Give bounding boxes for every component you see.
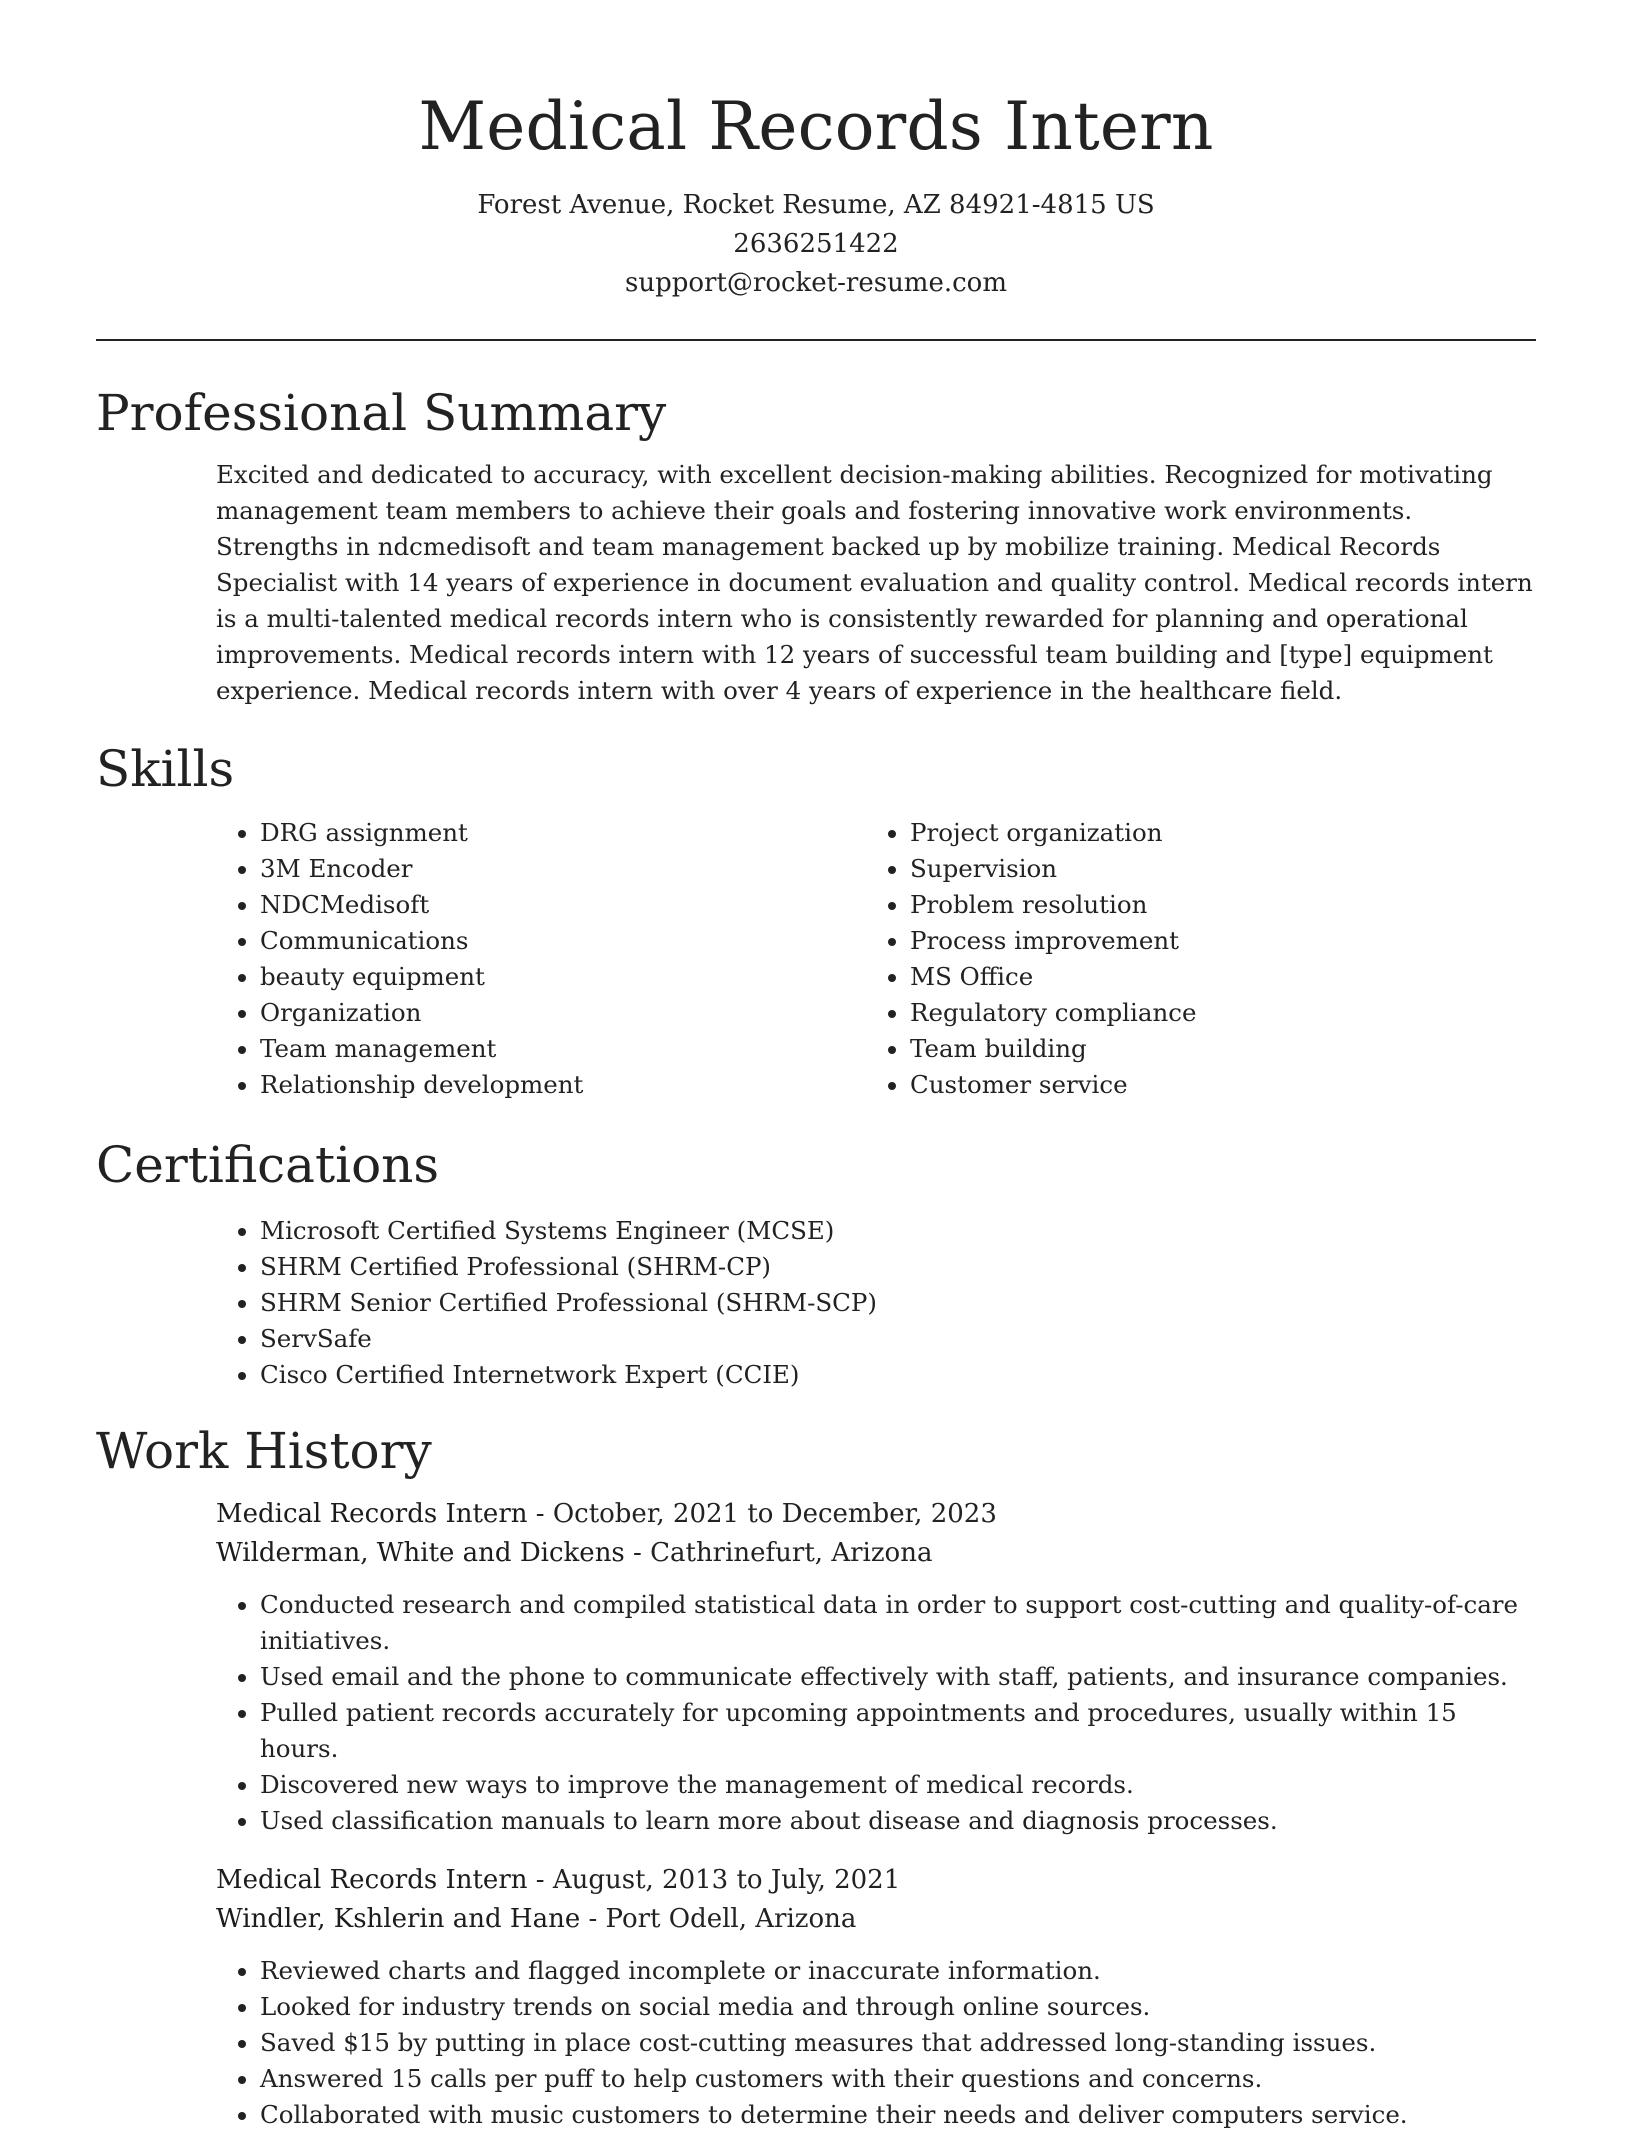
job-company: Windler, Kshlerin and Hane <box>216 1904 581 1934</box>
contact-phone: 2636251422 <box>733 229 899 259</box>
job-duties-list <box>216 1587 1536 1839</box>
job-duty-item: • Collaborated with music customers to determine their needs and deliver computers service. <box>260 2097 1536 2133</box>
job-dates: - August, 2013 to July, 2021 <box>527 1865 901 1895</box>
skills-list-left <box>216 815 866 1103</box>
job-duties <box>216 1587 1536 1839</box>
job-company-line <box>216 1900 1536 1939</box>
job-duty-item: • Used email and the phone to communicate effectively with staff, patients, and insurance companies. <box>260 1659 1536 1695</box>
job-location: - Cathrinefurt, Arizona <box>624 1538 933 1568</box>
resume-page <box>96 0 1536 2133</box>
summary-heading: Professional Summary <box>96 384 667 442</box>
work-history-heading: Work History <box>96 1422 432 1480</box>
skill-item: • Organization <box>260 995 866 1031</box>
skill-item: • Problem resolution <box>910 887 1516 923</box>
skill-item: • NDCMedisoft <box>260 887 866 923</box>
job-company-line <box>216 1534 1536 1573</box>
certifications-block <box>216 1213 1536 1393</box>
summary-text: Excited and dedicated to accuracy, with excellent decision-making abilities. Recognized for motivating management team members to achieve their goals and fostering innovative work environments. Strengths in ndcmedisoft and team management backed up by mobilize training. Medical Records Specialist with 14 years of experience in document evaluation and quality control. Medical records intern is a multi-talented medical records intern who is consistently rewarded for planning and operational improvements. Medical records intern with 12 years of successful team building and [type] equipment experience. Medical records intern with over 4 years of experience in the healthcare field. <box>216 460 1533 705</box>
job-duty-item: • Conducted research and compiled statistical data in order to support cost-cutting and quality-of-care initiatives. <box>260 1587 1536 1659</box>
job-duties <box>216 1953 1536 2133</box>
certification-item: • SHRM Certified Professional (SHRM-CP) <box>260 1249 1536 1285</box>
job-duties-list <box>216 1953 1536 2133</box>
skill-item: • Project organization <box>910 815 1516 851</box>
job-duty-item: • Reviewed charts and flagged incomplete or inaccurate information. <box>260 1953 1536 1989</box>
skill-item: • Communications <box>260 923 866 959</box>
skill-item: • Customer service <box>910 1067 1516 1103</box>
skill-item: • 3M Encoder <box>260 851 866 887</box>
job-duty-item: • Looked for industry trends on social media and through online sources. <box>260 1989 1536 2025</box>
certification-item: • ServSafe <box>260 1321 1536 1357</box>
certifications-heading: Certifications <box>96 1136 440 1194</box>
certifications-list <box>216 1213 1536 1393</box>
skill-item: • Team building <box>910 1031 1516 1067</box>
job-duty-item: • Pulled patient records accurately for upcoming appointments and procedures, usually within 15 hours. <box>260 1695 1536 1767</box>
skills-column-right <box>866 815 1516 1103</box>
skill-item: • Relationship development <box>260 1067 866 1103</box>
skills-column-left <box>216 815 866 1103</box>
job-duty-item: • Used classification manuals to learn more about disease and diagnosis processes. <box>260 1803 1536 1839</box>
skill-item: • Supervision <box>910 851 1516 887</box>
skill-item: • Regulatory compliance <box>910 995 1516 1031</box>
job-entry <box>216 1495 1536 1839</box>
contact-email: support@rocket-resume.com <box>624 268 1007 298</box>
job-entry <box>216 1861 1536 2133</box>
job-dates: - October, 2021 to December, 2023 <box>527 1499 997 1529</box>
job-duty-item: • Answered 15 calls per puff to help customers with their questions and concerns. <box>260 2061 1536 2097</box>
skill-item: • Team management <box>260 1031 866 1067</box>
job-title-line <box>216 1861 1536 1900</box>
job-role: Medical Records Intern <box>216 1499 528 1529</box>
contact-address: Forest Avenue, Rocket Resume, AZ 84921-4815 US <box>477 190 1155 220</box>
job-duty-item: • Saved $15 by putting in place cost-cutting measures that addressed long-standing issues. <box>260 2025 1536 2061</box>
certification-item: • Microsoft Certified Systems Engineer (MCSE) <box>260 1213 1536 1249</box>
job-title-line <box>216 1495 1536 1534</box>
job-location: - Port Odell, Arizona <box>580 1904 857 1934</box>
skills-heading: Skills <box>96 740 235 798</box>
skill-item: • DRG assignment <box>260 815 866 851</box>
job-company: Wilderman, White and Dickens <box>216 1538 625 1568</box>
contact-info <box>96 186 1536 303</box>
candidate-name: Medical Records Intern <box>418 88 1214 165</box>
skill-item: • beauty equipment <box>260 959 866 995</box>
certification-item: • Cisco Certified Internetwork Expert (CCIE) <box>260 1357 1536 1393</box>
header-divider <box>96 339 1536 341</box>
resume-header <box>96 0 1536 303</box>
skills-list-right <box>866 815 1516 1103</box>
certification-item: • SHRM Senior Certified Professional (SHRM-SCP) <box>260 1285 1536 1321</box>
skill-item: • Process improvement <box>910 923 1516 959</box>
skills-columns <box>216 815 1536 1103</box>
job-duty-item: • Discovered new ways to improve the management of medical records. <box>260 1767 1536 1803</box>
skill-item: • MS Office <box>910 959 1516 995</box>
job-role: Medical Records Intern <box>216 1865 528 1895</box>
